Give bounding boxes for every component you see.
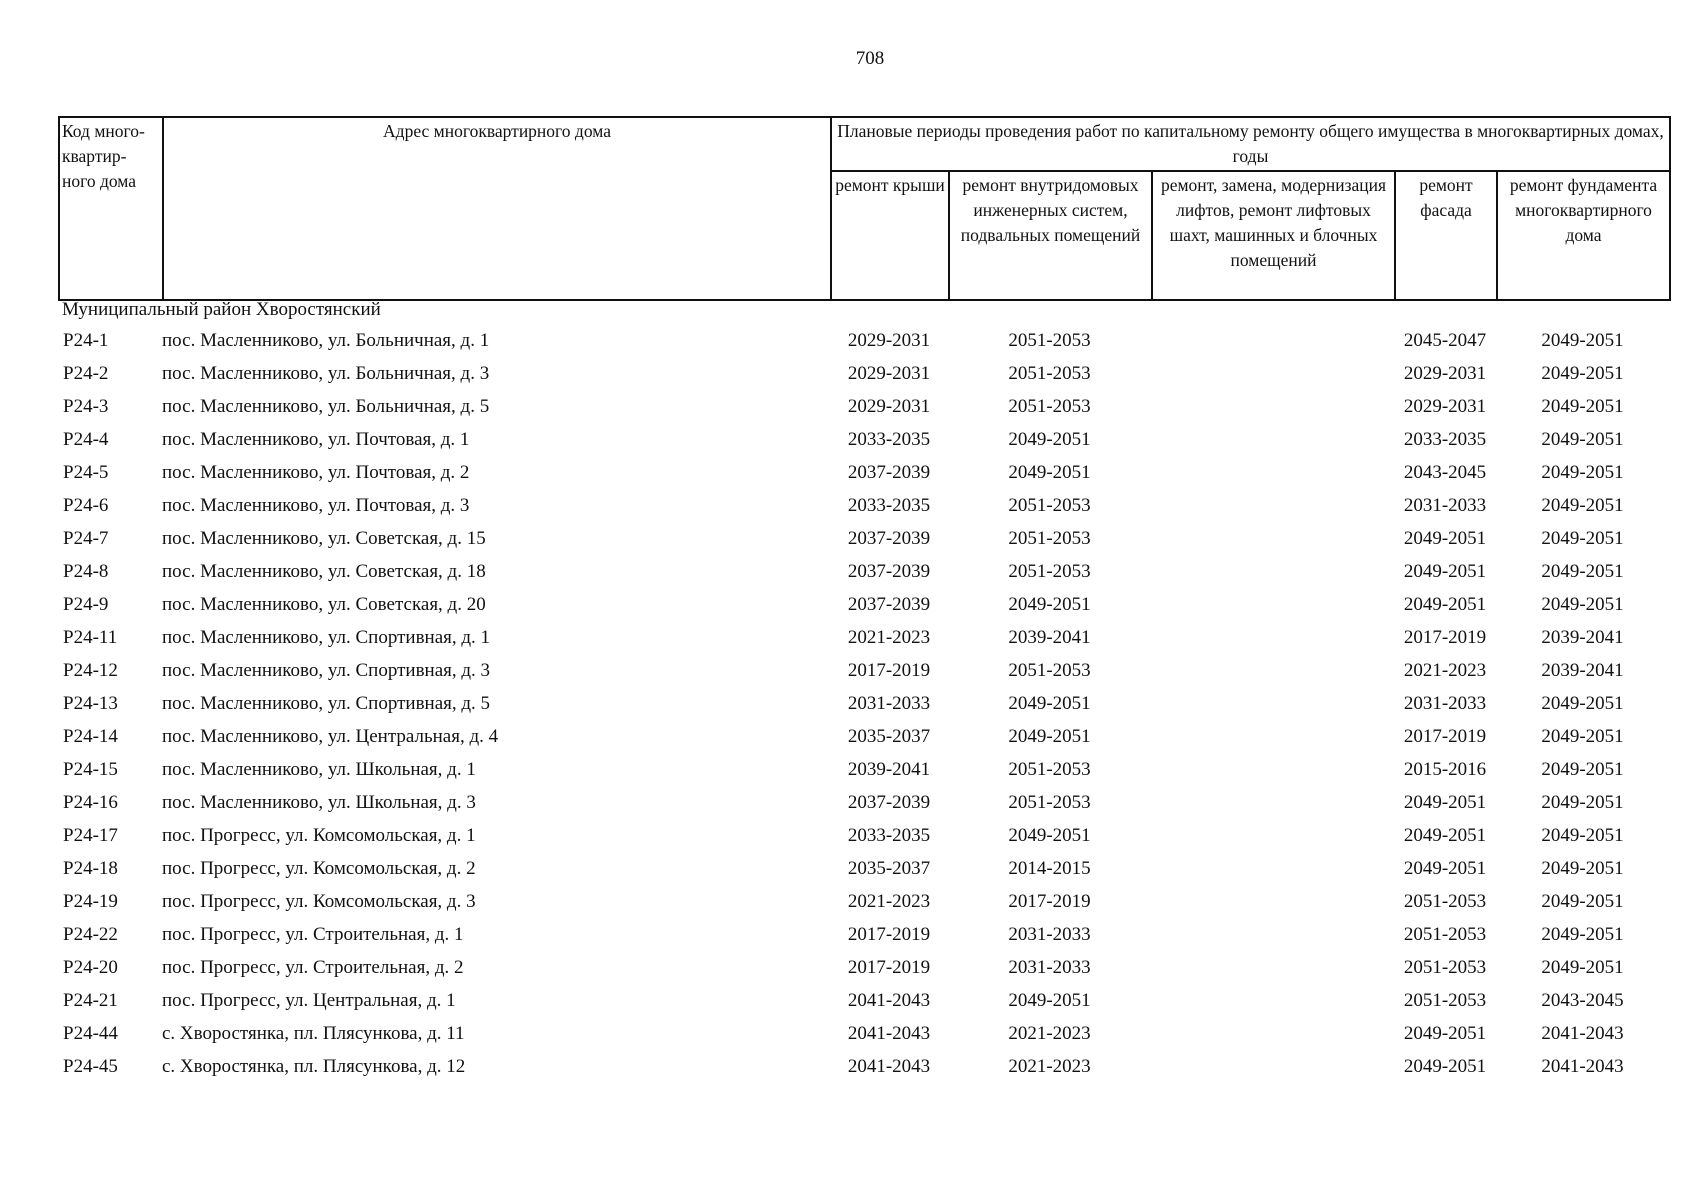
cell-engineering: 2014-2015: [1008, 857, 1091, 879]
header-facade: ремонт фасада: [1395, 171, 1497, 300]
cell-code: P24-17: [63, 824, 118, 846]
cell-engineering: 2051-2053: [1008, 560, 1091, 582]
cell-facade: 2021-2023: [1403, 659, 1487, 681]
table-row: [58, 423, 1669, 456]
cell-address: с. Хворостянка, пл. Плясункова, д. 11: [162, 1022, 465, 1044]
table-row: [58, 522, 1669, 555]
cell-facade: 2033-2035: [1403, 428, 1487, 450]
cell-code: P24-4: [63, 428, 109, 450]
table-row: [58, 819, 1669, 852]
header-roof: ремонт крыши: [831, 171, 949, 300]
cell-code: P24-11: [63, 626, 118, 648]
cell-address: пос. Масленниково, ул. Школьная, д. 1: [162, 758, 476, 780]
header-code: Код много-квартир-ного дома: [59, 117, 163, 300]
header-foundation: ремонт фундамента многоквартирного дома: [1497, 171, 1670, 300]
cell-engineering: 2049-2051: [1008, 989, 1091, 1011]
cell-facade: 2045-2047: [1403, 329, 1487, 351]
cell-facade: 2049-2051: [1403, 824, 1487, 846]
cell-facade: 2031-2033: [1403, 692, 1487, 714]
cell-facade: 2051-2053: [1403, 890, 1487, 912]
cell-elevators: [1151, 654, 1394, 687]
cell-elevators: [1151, 621, 1394, 654]
cell-foundation: 2049-2051: [1541, 725, 1624, 747]
table-row: [58, 357, 1669, 390]
cell-address: пос. Масленниково, ул. Спортивная, д. 3: [162, 659, 491, 681]
cell-elevators: [1151, 423, 1394, 456]
cell-facade: 2049-2051: [1403, 1022, 1487, 1044]
cell-roof: 2041-2043: [847, 989, 931, 1011]
cell-facade: 2051-2053: [1403, 923, 1487, 945]
cell-elevators: [1151, 951, 1394, 984]
cell-elevators: [1151, 786, 1394, 819]
cell-foundation: 2049-2051: [1541, 395, 1624, 417]
cell-code: P24-12: [63, 659, 118, 681]
cell-address: пос. Масленниково, ул. Почтовая, д. 3: [162, 494, 470, 516]
cell-code: P24-16: [63, 791, 118, 813]
cell-engineering: 2049-2051: [1008, 692, 1091, 714]
cell-address: пос. Масленниково, ул. Почтовая, д. 2: [162, 461, 470, 483]
cell-foundation: 2049-2051: [1541, 329, 1624, 351]
cell-code: P24-7: [63, 527, 109, 549]
cell-roof: 2037-2039: [847, 593, 931, 615]
cell-facade: 2049-2051: [1403, 857, 1487, 879]
cell-facade: 2015-2016: [1403, 758, 1487, 780]
cell-address: пос. Прогресс, ул. Строительная, д. 2: [162, 956, 464, 978]
cell-code: P24-13: [63, 692, 118, 714]
cell-roof: 2017-2019: [847, 659, 931, 681]
cell-code: P24-44: [63, 1022, 118, 1044]
cell-engineering: 2051-2053: [1008, 791, 1091, 813]
cell-elevators: [1151, 984, 1394, 1017]
cell-roof: 2021-2023: [847, 626, 931, 648]
cell-roof: 2031-2033: [847, 692, 931, 714]
table-row: [58, 918, 1669, 951]
cell-foundation: 2043-2045: [1541, 989, 1624, 1011]
header-periods-title: Плановые периоды проведения работ по капитальному ремонту общего имущества в многоквартирных домах, годы: [831, 117, 1670, 171]
cell-address: пос. Масленниково, ул. Спортивная, д. 1: [162, 626, 491, 648]
cell-code: P24-22: [63, 923, 118, 945]
cell-code: P24-20: [63, 956, 118, 978]
cell-code: P24-6: [63, 494, 109, 516]
cell-roof: 2037-2039: [847, 461, 931, 483]
cell-address: пос. Прогресс, ул. Комсомольская, д. 2: [162, 857, 476, 879]
cell-foundation: 2049-2051: [1541, 890, 1624, 912]
table-row: [58, 885, 1669, 918]
cell-engineering: 2021-2023: [1008, 1022, 1091, 1044]
cell-code: P24-2: [63, 362, 109, 384]
cell-engineering: 2049-2051: [1008, 824, 1091, 846]
table-row: [58, 1017, 1669, 1050]
cell-elevators: [1151, 357, 1394, 390]
table-row: [58, 621, 1669, 654]
cell-elevators: [1151, 489, 1394, 522]
cell-address: пос. Масленниково, ул. Почтовая, д. 1: [162, 428, 470, 450]
cell-code: P24-3: [63, 395, 109, 417]
cell-elevators: [1151, 456, 1394, 489]
table-row: [58, 753, 1669, 786]
cell-foundation: 2041-2043: [1541, 1055, 1624, 1077]
cell-elevators: [1151, 753, 1394, 786]
cell-facade: 2049-2051: [1403, 593, 1487, 615]
cell-facade: 2029-2031: [1403, 362, 1487, 384]
cell-engineering: 2051-2053: [1008, 494, 1091, 516]
cell-foundation: 2049-2051: [1541, 461, 1624, 483]
cell-elevators: [1151, 687, 1394, 720]
cell-facade: 2051-2053: [1403, 989, 1487, 1011]
table-row: [58, 720, 1669, 753]
cell-engineering: 2049-2051: [1008, 461, 1091, 483]
table-row: [58, 456, 1669, 489]
cell-roof: 2041-2043: [847, 1022, 931, 1044]
cell-code: P24-8: [63, 560, 109, 582]
cell-code: P24-14: [63, 725, 118, 747]
cell-elevators: [1151, 852, 1394, 885]
cell-facade: 2051-2053: [1403, 956, 1487, 978]
table-row: [58, 588, 1669, 621]
table-row: [58, 786, 1669, 819]
cell-foundation: 2049-2051: [1541, 791, 1624, 813]
cell-roof: 2041-2043: [847, 1055, 931, 1077]
table-row: [58, 489, 1669, 522]
cell-foundation: 2039-2041: [1541, 659, 1624, 681]
cell-foundation: 2049-2051: [1541, 560, 1624, 582]
cell-code: P24-21: [63, 989, 118, 1011]
cell-code: P24-9: [63, 593, 109, 615]
table-row: [58, 951, 1669, 984]
cell-address: пос. Масленниково, ул. Советская, д. 18: [162, 560, 486, 582]
header-engineering: ремонт внутридомовых инженерных систем, подвальных помещений: [949, 171, 1152, 300]
cell-elevators: [1151, 885, 1394, 918]
cell-address: пос. Масленниково, ул. Больничная, д. 3: [162, 362, 490, 384]
cell-foundation: 2049-2051: [1541, 593, 1624, 615]
cell-code: P24-19: [63, 890, 118, 912]
cell-roof: 2029-2031: [847, 362, 931, 384]
district-label: Муниципальный район Хворостянский: [62, 299, 381, 320]
cell-roof: 2029-2031: [847, 329, 931, 351]
cell-elevators: [1151, 819, 1394, 852]
cell-engineering: 2031-2033: [1008, 956, 1091, 978]
table-row: [58, 555, 1669, 588]
cell-address: пос. Масленниково, ул. Спортивная, д. 5: [162, 692, 491, 714]
header-elevators: ремонт, замена, модернизация лифтов, ремонт лифтовых шахт, машинных и блочных помещений: [1152, 171, 1395, 300]
table-row: [58, 984, 1669, 1017]
cell-roof: 2037-2039: [847, 560, 931, 582]
cell-roof: 2035-2037: [847, 725, 931, 747]
cell-address: пос. Масленниково, ул. Больничная, д. 1: [162, 329, 490, 351]
header-address: Адрес многоквартирного дома: [163, 117, 831, 300]
cell-code: P24-1: [63, 329, 109, 351]
cell-address: пос. Прогресс, ул. Комсомольская, д. 3: [162, 890, 476, 912]
cell-engineering: 2031-2033: [1008, 923, 1091, 945]
table-row: [58, 852, 1669, 885]
cell-foundation: 2049-2051: [1541, 857, 1624, 879]
cell-facade: 2049-2051: [1403, 1055, 1487, 1077]
cell-engineering: 2039-2041: [1008, 626, 1091, 648]
cell-roof: 2033-2035: [847, 824, 931, 846]
cell-facade: 2031-2033: [1403, 494, 1487, 516]
cell-foundation: 2041-2043: [1541, 1022, 1624, 1044]
cell-roof: 2017-2019: [847, 956, 931, 978]
cell-elevators: [1151, 1050, 1394, 1083]
cell-elevators: [1151, 324, 1394, 357]
cell-elevators: [1151, 588, 1394, 621]
table-row: [58, 1050, 1669, 1083]
cell-code: P24-45: [63, 1055, 118, 1077]
cell-engineering: 2051-2053: [1008, 362, 1091, 384]
cell-roof: 2037-2039: [847, 527, 931, 549]
cell-engineering: 2021-2023: [1008, 1055, 1091, 1077]
cell-roof: 2017-2019: [847, 923, 931, 945]
cell-engineering: 2051-2053: [1008, 758, 1091, 780]
table-row: [58, 324, 1669, 357]
table-header: [58, 116, 1671, 301]
cell-foundation: 2049-2051: [1541, 428, 1624, 450]
cell-foundation: 2039-2041: [1541, 626, 1624, 648]
cell-elevators: [1151, 720, 1394, 753]
cell-elevators: [1151, 918, 1394, 951]
cell-engineering: 2049-2051: [1008, 593, 1091, 615]
cell-facade: 2017-2019: [1403, 725, 1487, 747]
cell-facade: 2049-2051: [1403, 560, 1487, 582]
cell-facade: 2049-2051: [1403, 791, 1487, 813]
cell-code: P24-5: [63, 461, 109, 483]
table-body: [58, 296, 1669, 1083]
cell-foundation: 2049-2051: [1541, 692, 1624, 714]
cell-engineering: 2049-2051: [1008, 725, 1091, 747]
cell-roof: 2035-2037: [847, 857, 931, 879]
cell-engineering: 2051-2053: [1008, 395, 1091, 417]
cell-elevators: [1151, 555, 1394, 588]
cell-foundation: 2049-2051: [1541, 824, 1624, 846]
cell-elevators: [1151, 522, 1394, 555]
cell-engineering: 2051-2053: [1008, 659, 1091, 681]
cell-engineering: 2051-2053: [1008, 527, 1091, 549]
cell-roof: 2039-2041: [847, 758, 931, 780]
cell-roof: 2037-2039: [847, 791, 931, 813]
cell-foundation: 2049-2051: [1541, 956, 1624, 978]
cell-elevators: [1151, 1017, 1394, 1050]
cell-engineering: 2017-2019: [1008, 890, 1091, 912]
cell-address: пос. Масленниково, ул. Советская, д. 20: [162, 593, 486, 615]
cell-address: пос. Масленниково, ул. Школьная, д. 3: [162, 791, 476, 813]
district-row: [58, 296, 1669, 324]
cell-address: пос. Масленниково, ул. Больничная, д. 5: [162, 395, 490, 417]
cell-engineering: 2051-2053: [1008, 329, 1091, 351]
cell-foundation: 2049-2051: [1541, 362, 1624, 384]
table-row: [58, 687, 1669, 720]
cell-foundation: 2049-2051: [1541, 494, 1624, 516]
cell-address: с. Хворостянка, пл. Плясункова, д. 12: [162, 1055, 466, 1077]
cell-facade: 2043-2045: [1403, 461, 1487, 483]
cell-facade: 2017-2019: [1403, 626, 1487, 648]
cell-address: пос. Прогресс, ул. Центральная, д. 1: [162, 989, 456, 1011]
table-row: [58, 654, 1669, 687]
cell-foundation: 2049-2051: [1541, 527, 1624, 549]
page-number: 708: [855, 48, 885, 69]
cell-roof: 2033-2035: [847, 428, 931, 450]
cell-code: P24-15: [63, 758, 118, 780]
cell-roof: 2021-2023: [847, 890, 931, 912]
table-row: [58, 390, 1669, 423]
cell-code: P24-18: [63, 857, 118, 879]
cell-foundation: 2049-2051: [1541, 758, 1624, 780]
cell-engineering: 2049-2051: [1008, 428, 1091, 450]
cell-roof: 2029-2031: [847, 395, 931, 417]
cell-address: пос. Масленниково, ул. Советская, д. 15: [162, 527, 486, 549]
cell-elevators: [1151, 390, 1394, 423]
cell-address: пос. Прогресс, ул. Строительная, д. 1: [162, 923, 464, 945]
cell-foundation: 2049-2051: [1541, 923, 1624, 945]
cell-roof: 2033-2035: [847, 494, 931, 516]
cell-address: пос. Прогресс, ул. Комсомольская, д. 1: [162, 824, 476, 846]
cell-address: пос. Масленниково, ул. Центральная, д. 4: [162, 725, 499, 747]
cell-facade: 2029-2031: [1403, 395, 1487, 417]
cell-facade: 2049-2051: [1403, 527, 1487, 549]
